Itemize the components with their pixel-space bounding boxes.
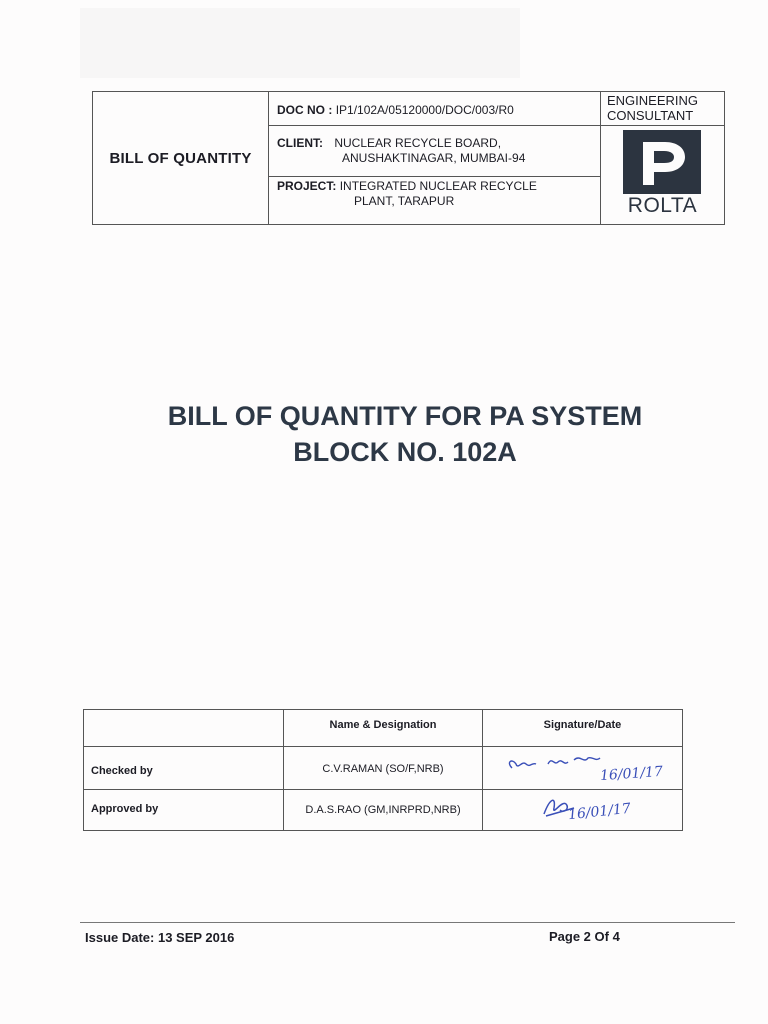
consultant-line2: CONSULTANT [607,108,694,123]
scan-bleed-through [80,8,520,78]
doc-no-value: IP1/102A/05120000/DOC/003/R0 [335,103,514,117]
document-title-line1: BILL OF QUANTITY FOR PA SYSTEM [167,401,643,431]
approval-table [83,709,683,831]
client-row [269,126,600,177]
checked-by-signature [504,750,674,788]
header-cell-signature: Signature/Date [543,719,622,731]
consultant-label [601,92,724,126]
row-divider [84,746,682,747]
client-line1: NUCLEAR RECYCLE BOARD, [334,136,502,150]
checked-by-label: Checked by [91,765,153,777]
header-cell-empty [84,710,283,746]
header-cell-name: Name & Designation [329,719,437,731]
footer-rule [80,922,735,923]
project-row [269,177,600,224]
approved-by-signature [524,792,674,828]
checked-by-name: C.V.RAMAN (SO/F,NRB) [322,763,444,775]
row-divider [84,789,682,790]
page-number: Page 2 Of 4 [549,929,620,944]
header-title-cell [93,92,269,224]
document-title-line2: BLOCK NO. 102A [293,437,517,467]
rolta-logo-mark [623,130,701,194]
client-line2: ANUSHAKTINAGAR, MUMBAI-94 [342,151,526,165]
consultant-line1: ENGINEERING [607,93,699,108]
project-label: PROJECT: [277,179,337,193]
doc-no-row [269,92,600,126]
project-line1: INTEGRATED NUCLEAR RECYCLE [339,179,537,193]
approved-by-date: 16/01/17 [567,800,632,824]
rolta-logo [601,126,724,224]
header-title: BILL OF QUANTITY [109,149,252,167]
client-label: CLIENT: [277,136,323,150]
header-info-cell [269,92,601,224]
checked-by-date: 16/01/17 [599,763,664,785]
project-line2: PLANT, TARAPUR [354,194,455,208]
approved-by-label: Approved by [91,803,159,815]
consultant-cell [601,92,724,224]
rolta-logo-text: ROLTA [627,194,698,217]
header-table [92,91,725,225]
document-title [0,398,768,470]
rolta-logo-icon [623,130,701,194]
issue-date: Issue Date: 13 SEP 2016 [85,930,235,945]
doc-no-label: DOC NO : [277,103,333,117]
approved-by-name: D.A.S.RAO (GM,INRPRD,NRB) [305,804,461,816]
